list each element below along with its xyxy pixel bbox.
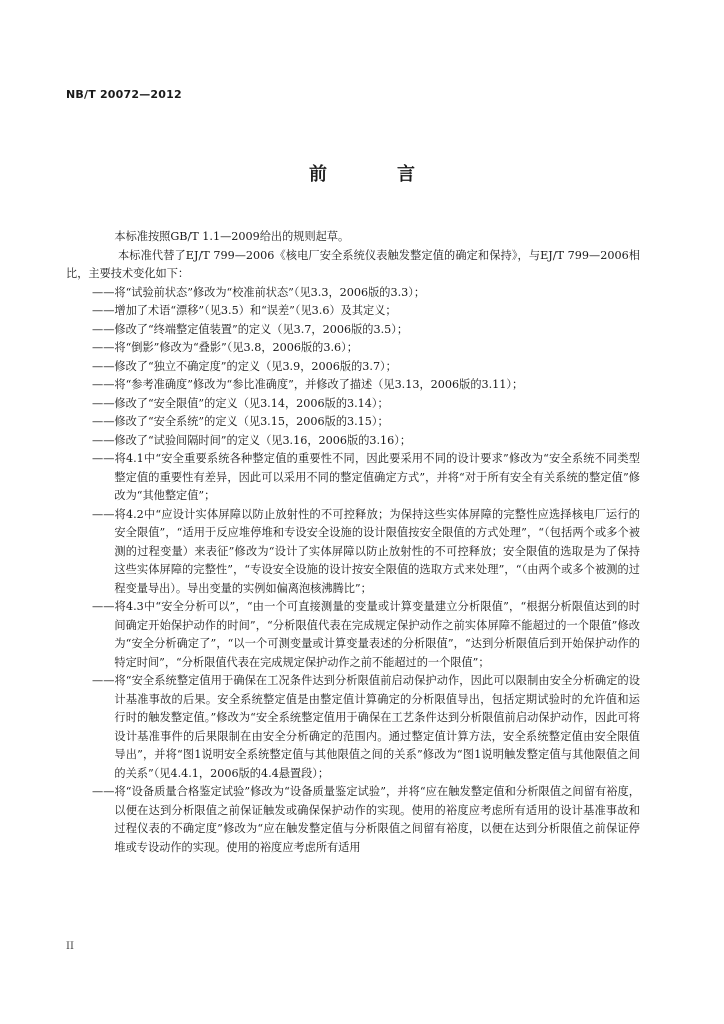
change-item: ——将4.3中“安全分析可以”，“由一个可直接测量的变量或计算变量建立分析限值”，“根据分析限值达到的时间确定开始保护动作的时间”，“分析限值代表在完成规定保护动作之前实体屏障不能超过的一个限值”修改为“安全分析确定了”，“以一个可测变量或计算变量表述的分析限值”，“达到分析限值后到开始保护动作的特定时间”，“分析限值代表在完成规定保护动作之前不能超过的一个限值”； — [92, 600, 640, 669]
standard-number: NB/T 20072—2012 — [66, 88, 182, 101]
page-title: 前 言 — [309, 164, 441, 185]
paragraph-drafting-rule: 本标准按照GB/T 1.1—2009给出的规则起草。 — [114, 230, 350, 243]
change-item: ——将“试验前状态”修改为“校准前状态”（见3.3，2006版的3.3）； — [92, 285, 426, 299]
change-item: ——修改了“试验间隔时间”的定义（见3.16，2006版的3.16）； — [92, 433, 412, 447]
document-body — [66, 228, 640, 857]
change-item: ——将“参考准确度”修改为“参比准确度”，并修改了描述（见3.13，2006版的3.11）； — [92, 378, 524, 391]
change-item: ——修改了“独立不确定度”的定义（见3.9，2006版的3.7）； — [92, 359, 397, 373]
change-item: ——将“安全系统整定值用于确保在工况条件达到分析限值前启动保护动作，因此可以限制由安全分析确定的设计基准事故的后果。安全系统整定值是由整定值计算确定的分析限值导出，包括定期试验时的允许值和运行时的触发整定值。”修改为“安全系统整定值用于确保在工艺条件达到分析限值前启动保护动作，因此可将设计基准事件的后果限制在由安全分析确定的范围内。通过整定值计算方法，安全系统整定值由安全限值导出”，并将“图1说明安全系统整定值与其他限值之间的关系”修改为“图1说明触发整定值与其他限值之间的关系”（见4.4.1，2006版的4.4悬置段）； — [92, 674, 640, 780]
change-item: ——修改了“安全系统”的定义（见3.15，2006版的3.15）； — [92, 415, 389, 428]
paragraph-replacement-note: 本标准代替了EJ/T 799—2006《核电厂安全系统仪表触发整定值的确定和保持》，与EJ/T 799—2006相比，主要技术变化如下： — [66, 248, 640, 280]
change-item: ——修改了“终端整定值装置”的定义（见3.7，2006版的3.5）； — [92, 322, 409, 336]
change-item: ——修改了“安全限值”的定义（见3.14，2006版的3.14）； — [92, 396, 389, 410]
change-item: ——将4.2中“应设计实体屏障以防止放射性的不可控释放；为保持这些实体屏障的完整性应选择核电厂运行的安全限值”，“适用于反应堆停堆和专设安全设施的设计限值按安全限值的方式处理”，“（包括两个或多个被测的过程变量）来表征”修改为“设计了实体屏障以防止放射性的不可控释放；安全限值的选取是为了保持这些实体屏障的完整性”，“专设安全设施的设计按安全限值的选取方式来处理”，“（由两个或多个被测的过程变量导出）。导出变量的实例如偏离泡核沸腾比”； — [92, 507, 640, 595]
change-item: ——将“设备质量合格鉴定试验”修改为“设备质量鉴定试验”，并将“应在触发整定值和分析限值之间留有裕度，以便在达到分析限值之前保证触发或确保保护动作的实现。使用的裕度应考虑所有适用的设计基准事故和过程仪表的不确定度”修改为“应在触发整定值与分析限值之间留有裕度，以便在达到分析限值之前保证停堆或专设动作的实现。使用的裕度应考虑所有适用 — [92, 785, 640, 854]
changes-list — [92, 284, 640, 858]
change-item: ——将4.1中“安全重要系统各种整定值的重要性不同，因此要采用不同的设计要求”修改为“安全系统不同类型整定值的重要性有差异，因此可以采用不同的整定值确定方式”，并将“对于所有安全有关系统的整定值”修改为“其他整定值”； — [92, 452, 640, 502]
change-item: ——将“倒影”修改为“叠影”（见3.8，2006版的3.6）； — [92, 341, 358, 354]
change-item: ——增加了术语“漂移”（见3.5）和“误差”（见3.6）及其定义； — [92, 304, 397, 317]
page-number: II — [66, 941, 74, 952]
